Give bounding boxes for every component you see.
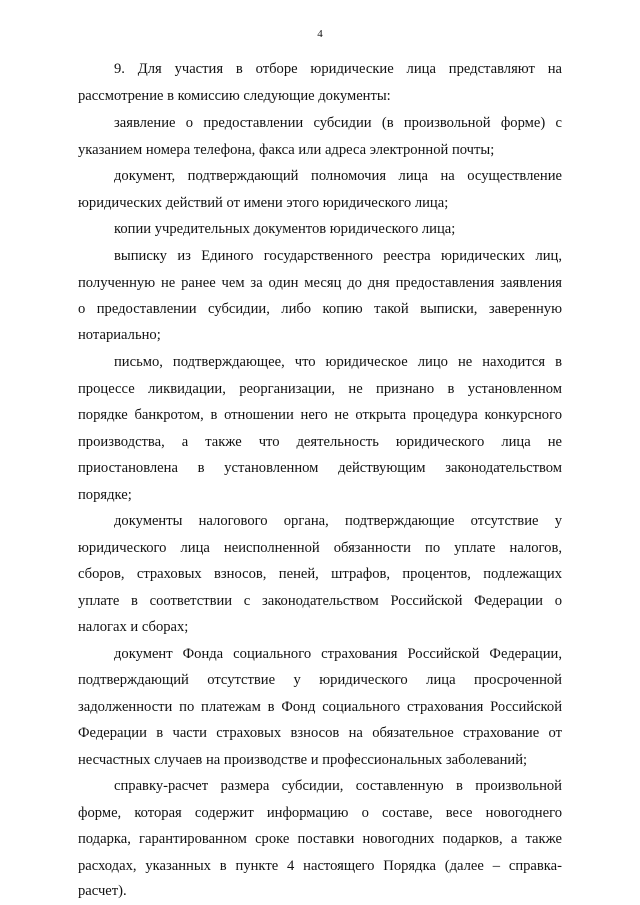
text-line: выписку из Единого государственного реестра юридических лиц, — [114, 248, 562, 264]
text-line: письмо, подтверждающее, что юридическое лицо не находится в — [114, 354, 562, 370]
text-line: налогах и сборах; — [78, 619, 189, 635]
text-line: о предоставлении субсидии, либо копию такой выписки, заверенную — [78, 301, 562, 317]
text-line: расходах, указанных в пункте 4 настоящего Порядка (далее – справка- — [78, 858, 562, 874]
page-number: 4 — [317, 28, 323, 40]
text-line: сборов, страховых взносов, пеней, штрафов, процентов, подлежащих — [78, 566, 562, 582]
text-line: несчастных случаев на производстве и профессиональных заболеваний; — [78, 752, 528, 768]
text-line: задолженности по платежам в Фонд социального страхования Российской — [78, 699, 562, 715]
text-line: рассмотрение в комиссию следующие документы: — [78, 88, 391, 104]
text-line: расчет). — [78, 883, 127, 899]
text-line: юридического лица неисполненной обязанности по уплате налогов, — [78, 540, 562, 556]
text-line: документ, подтверждающий полномочия лица на осуществление — [114, 168, 562, 184]
text-line: заявление о предоставлении субсидии (в произвольной форме) с — [114, 115, 562, 131]
text-line: подтверждающий отсутствие у юридического лица просроченной — [78, 672, 562, 688]
text-line: нотариально; — [78, 327, 161, 343]
text-line: указанием номера телефона, факса или адреса электронной почты; — [78, 142, 495, 158]
text-line: Федерации в части страховых взносов на обязательное страхование от — [78, 725, 562, 741]
text-line: уплате в соответствии с законодательством Российской Федерации о — [78, 593, 562, 609]
text-line: полученную не ранее чем за один месяц до дня предоставления заявления — [78, 275, 562, 291]
text-line: процессе ликвидации, реорганизации, не признано в установленном — [78, 381, 562, 397]
text-line: документы налогового органа, подтверждающие отсутствие у — [114, 513, 562, 529]
text-line: порядке; — [78, 487, 132, 503]
text-line: форме, которая содержит информацию о составе, весе новогоднего — [78, 805, 562, 821]
text-line: приостановлена в установленном действующим законодательством — [78, 460, 562, 476]
text-line: копии учредительных документов юридического лица; — [114, 221, 456, 237]
text-line: справку-расчет размера субсидии, составленную в произвольной — [114, 778, 562, 794]
text-line: порядке банкротом, в отношении него не открыта процедура конкурсного — [78, 407, 562, 423]
text-line: документ Фонда социального страхования Российской Федерации, — [114, 646, 562, 662]
text-line: подарка, гарантированном сроке поставки новогодних подарков, а также — [78, 831, 562, 847]
text-line: производства, а также что деятельность юридического лица не — [78, 434, 562, 450]
text-line: 9. Для участия в отборе юридические лица представляют на — [114, 61, 562, 77]
text-line: юридических действий от имени этого юридического лица; — [78, 195, 449, 211]
